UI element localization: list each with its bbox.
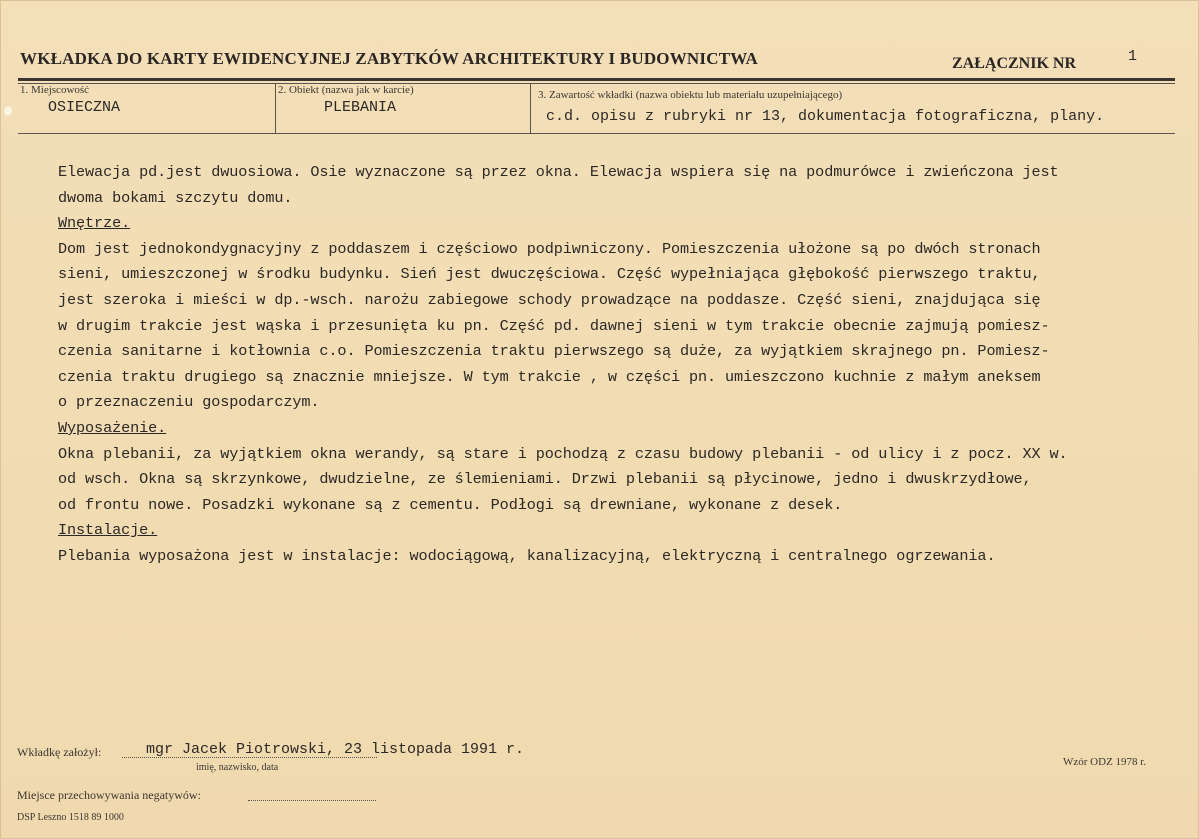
- content-label: 3. Zawartość wkładki (nazwa obiektu lub materiału uzupełniającego): [538, 89, 843, 101]
- description-line: Plebania wyposażona jest w instalacje: wodociągową, kanalizacyjną, elektryczną i centralnego ogrzewania.: [58, 546, 996, 565]
- description-line: sieni, umieszczonej w środku budynku. Sień jest dwuczęściowa. Część wypełniająca głębokość pierwszego traktu,: [58, 265, 1041, 284]
- field-divider: [530, 83, 531, 133]
- object-value: PLEBANIA: [324, 99, 397, 116]
- author-value: mgr Jacek Piotrowski, 23 listopada 1991 r.: [146, 741, 525, 758]
- description-line: czenia sanitarne i kotłownia c.o. Pomieszczenia traktu pierwszego są duże, za wyjątkiem skrajnego pn. Pomiesz-: [58, 342, 1050, 361]
- locality-value: OSIECZNA: [48, 99, 121, 116]
- section-heading: Wnętrze.: [58, 214, 131, 233]
- description-line: o przeznaczeniu gospodarczym.: [58, 393, 320, 412]
- description-line: od frontu nowe. Posadzki wykonane są z cementu. Podłogi są drewniane, wykonane z desek.: [58, 495, 843, 514]
- description-line: w drugim trakcie jest wąska i przesunięta ku pn. Część pd. dawnej sieni w tym trakcie obecnie zajmują pomiesz-: [58, 316, 1050, 335]
- content-value: c.d. opisu z rubryki nr 13, dokumentacja fotograficzna, plany.: [546, 108, 1105, 125]
- negatives-dotted-line: [248, 800, 376, 801]
- description-line: Okna plebanii, za wyjątkiem okna werandy, są stare i pochodzą z czasu budowy plebanii - od ulicy i z pocz. XX w.: [58, 444, 1068, 463]
- section-heading: Instalacje.: [58, 521, 158, 540]
- printer-label: DSP Leszno 1518 89 1000: [17, 812, 124, 823]
- field-divider: [275, 83, 276, 133]
- annex-number: 1: [1128, 48, 1138, 65]
- annex-label: ZAŁĄCZNIK NR: [952, 55, 1077, 72]
- header-rule-thin: [18, 83, 1175, 84]
- description-line: jest szeroka i mieści w dp.-wsch. narożu zabiegowe schody prowadzące na poddasze. Część sieni, znajdująca się: [58, 290, 1041, 309]
- author-caption: imię, nazwisko, data: [196, 762, 279, 773]
- description-line: Elewacja pd.jest dwuosiowa. Osie wyznaczone są przez okna. Elewacja wspiera się na podmurówce i zwieńczona jest: [58, 163, 1059, 181]
- object-label: 2. Obiekt (nazwa jak w karcie): [278, 84, 414, 96]
- binder-hole: [4, 106, 12, 116]
- section-heading: Wyposażenie.: [58, 418, 167, 437]
- fields-bottom-rule: [18, 133, 1175, 134]
- description-line: czenia traktu drugiego są znacznie mniejsze. W tym trakcie , w części pn. umieszczono kuchnie z małym aneksem: [58, 367, 1041, 386]
- description-line: Dom jest jednokondygnacyjny z poddaszem i częściowo podpiwniczony. Pomieszczenia ułożone są po dwóch stronach: [58, 239, 1041, 258]
- author-label: Wkładkę założył:: [17, 745, 102, 759]
- form-template-label: Wzór ODZ 1978 r.: [1063, 756, 1147, 768]
- description-text: [58, 160, 1183, 570]
- description-line: dwoma bokami szczytu domu.: [58, 188, 293, 207]
- negatives-label: Miejsce przechowywania negatywów:: [17, 788, 201, 802]
- header-rule: [18, 78, 1175, 81]
- description-line: od wsch. Okna są skrzynkowe, dwudzielne, ze ślemieniami. Drzwi plebanii są płycinowe, jedno i dwuskrzydłowe,: [58, 470, 1032, 489]
- locality-label: 1. Miejscowość: [20, 84, 90, 96]
- form-title: WKŁADKA DO KARTY EWIDENCYJNEJ ZABYTKÓW ARCHITEKTURY I BUDOWNICTWA: [20, 49, 759, 68]
